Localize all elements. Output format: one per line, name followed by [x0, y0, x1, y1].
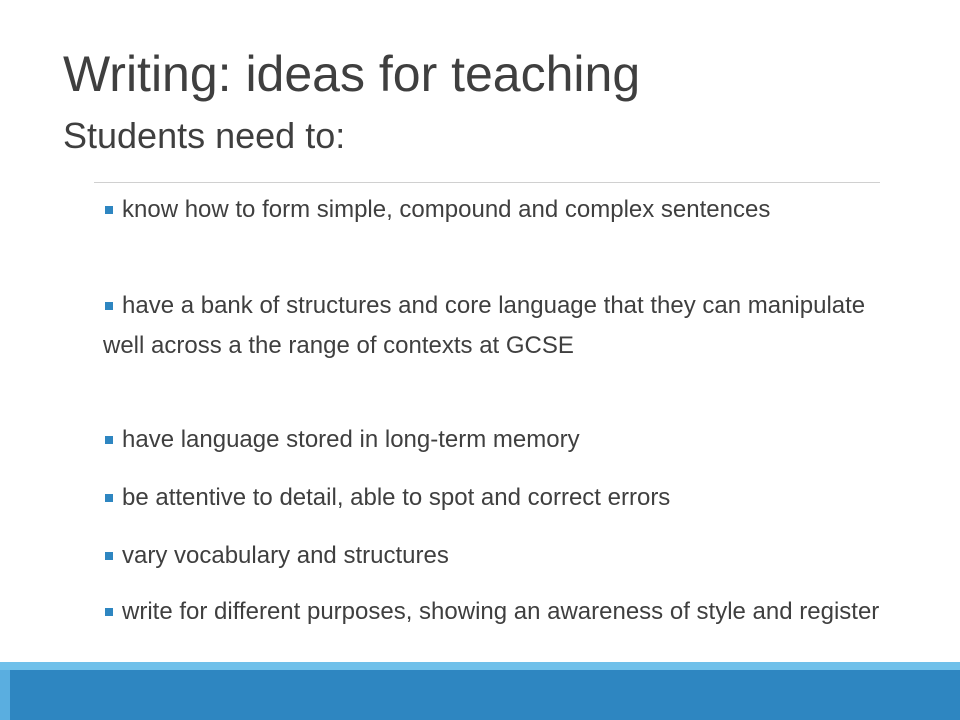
footer-edge-accent: [0, 670, 10, 720]
bullet-item: [103, 190, 893, 230]
square-bullet-icon: [105, 436, 113, 444]
square-bullet-icon: [105, 302, 113, 310]
footer-bar: [0, 670, 960, 720]
bullet-item: [103, 478, 893, 518]
title-divider: [94, 182, 880, 183]
footer-accent-strip: [0, 662, 960, 670]
square-bullet-icon: [105, 608, 113, 616]
bullet-text: vary vocabulary and structures: [122, 542, 449, 569]
bullet-item: [103, 536, 893, 576]
bullet-text: be attentive to detail, able to spot and correct errors: [122, 484, 671, 511]
bullet-item: [103, 420, 893, 460]
bullet-item: [103, 592, 893, 632]
bullet-text: write for different purposes, showing an awareness of style and register: [122, 598, 880, 625]
slide-subtitle: Students need to:: [63, 115, 346, 156]
slide-title: Writing: ideas for teaching: [63, 46, 641, 102]
bullet-text: have a bank of structures and core language that they can manipulate well across a the range of contexts at GCSE: [103, 292, 866, 359]
square-bullet-icon: [105, 494, 113, 502]
bullet-text: know how to form simple, compound and complex sentences: [122, 196, 771, 223]
bullet-item: [103, 286, 893, 366]
square-bullet-icon: [105, 552, 113, 560]
square-bullet-icon: [105, 206, 113, 214]
bullet-text: have language stored in long-term memory: [122, 426, 580, 453]
